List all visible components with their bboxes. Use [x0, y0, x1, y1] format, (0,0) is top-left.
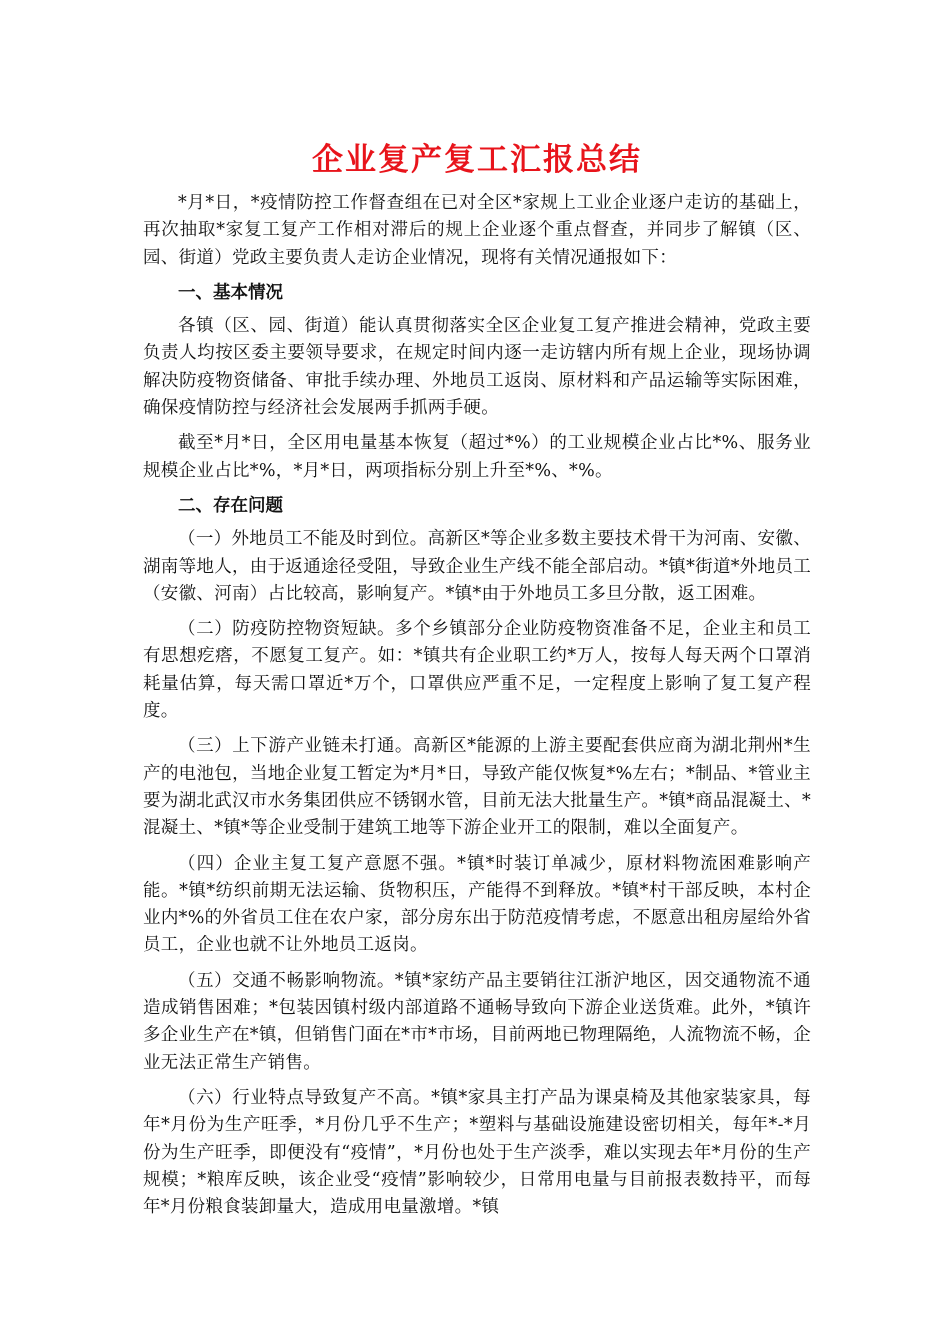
problem-paragraph-2: （二）防疫防控物资短缺。多个乡镇部分企业防疫物资准备不足，企业主和员工有思想疙瘩，不愿复工复产。如：*镇共有企业职工约*万人，按每人每天两个口罩消耗量估算，每天需口罩近*万个，口罩供应严重不足，一定程度上影响了复工复产程度。 [143, 619, 811, 722]
basic-situation-paragraph-1: 各镇（区、园、街道）能认真贯彻落实全区企业复工复产推进会精神，党政主要负责人均按区委主要领导要求，在规定时间内逐一走访辖内所有规上企业，现场协调解决防疫物资储备、审批手续办理、外地员工返岗、原材料和产品运输等实际困难，确保疫情防控与经济社会发展两手抓两手硬。 [143, 316, 811, 419]
problem-paragraph-3: （三）上下游产业链未打通。高新区*能源的上游主要配套供应商为湖北荆州*生产的电池包，当地企业复工暂定为*月*日，导致产能仅恢复*%左右；*制品、*管业主要为湖北武汉市水务集团供应不锈钢水管，目前无法大批量生产。*镇*商品混凝土、*混凝土、*镇*等企业受制于建筑工地等下游企业开工的限制，难以全面复产。 [143, 736, 811, 839]
problem-paragraph-5: （五）交通不畅影响物流。*镇*家纺产品主要销往江浙沪地区，因交通物流不通造成销售困难；*包装因镇村级内部道路不通畅导致向下游企业送货难。此外，*镇许多企业生产在*镇，但销售门面在*市*市场，目前两地已物理隔绝，人流物流不畅，企业无法正常生产销售。 [143, 970, 811, 1073]
basic-situation-paragraph-2: 截至*月*日，全区用电量基本恢复（超过*%）的工业规模企业占比*%、服务业规模企业占比*%，*月*日，两项指标分别上升至*%、*%。 [143, 433, 811, 481]
document-title: 企业复产复工汇报总结 [312, 142, 642, 178]
section-heading-existing-problems: 二、存在问题 [178, 495, 283, 516]
document-page [143, 136, 811, 1229]
problem-paragraph-6: （六）行业特点导致复产不高。*镇*家具主打产品为课桌椅及其他家装家具，每年*月份为生产旺季，*月份几乎不生产；*塑料与基础设施建设密切相关，每年*-*月份为生产旺季，即便没有“疫情”，*月份也处于生产淡季，难以实现去年*月份的生产规模；*粮库反映，该企业受“疫情”影响较少，日常用电量与目前报表数持平，而每年*月份粮食装卸量大，造成用电量激增。*镇 [143, 1087, 811, 1218]
problem-paragraph-1: （一）外地员工不能及时到位。高新区*等企业多数主要技术骨干为河南、安徽、湖南等地人，由于返通途径受阻，导致企业生产线不能全部启动。*镇*街道*外地员工（安徽、河南）占比较高，影响复产。*镇*由于外地员工多旦分散，返工困难。 [143, 529, 811, 604]
intro-paragraph: *月*日，*疫情防控工作督查组在已对全区*家规上工业企业逐户走访的基础上，再次抽取*家复工复产工作相对滞后的规上企业逐个重点督查，并同步了解镇（区、园、街道）党政主要负责人走访企业情况，现将有关情况通报如下： [143, 193, 811, 268]
section-heading-basic-situation: 一、基本情况 [178, 282, 283, 303]
problem-paragraph-4: （四）企业主复工复产意愿不强。*镇*时装订单减少，原材料物流困难影响产能。*镇*纺织前期无法运输、货物积压，产能得不到释放。*镇*村干部反映，本村企业内*%的外省员工住在农户家，部分房东出于防范疫情考虑，不愿意出租房屋给外省员工，企业也就不让外地员工返岗。 [143, 853, 811, 956]
